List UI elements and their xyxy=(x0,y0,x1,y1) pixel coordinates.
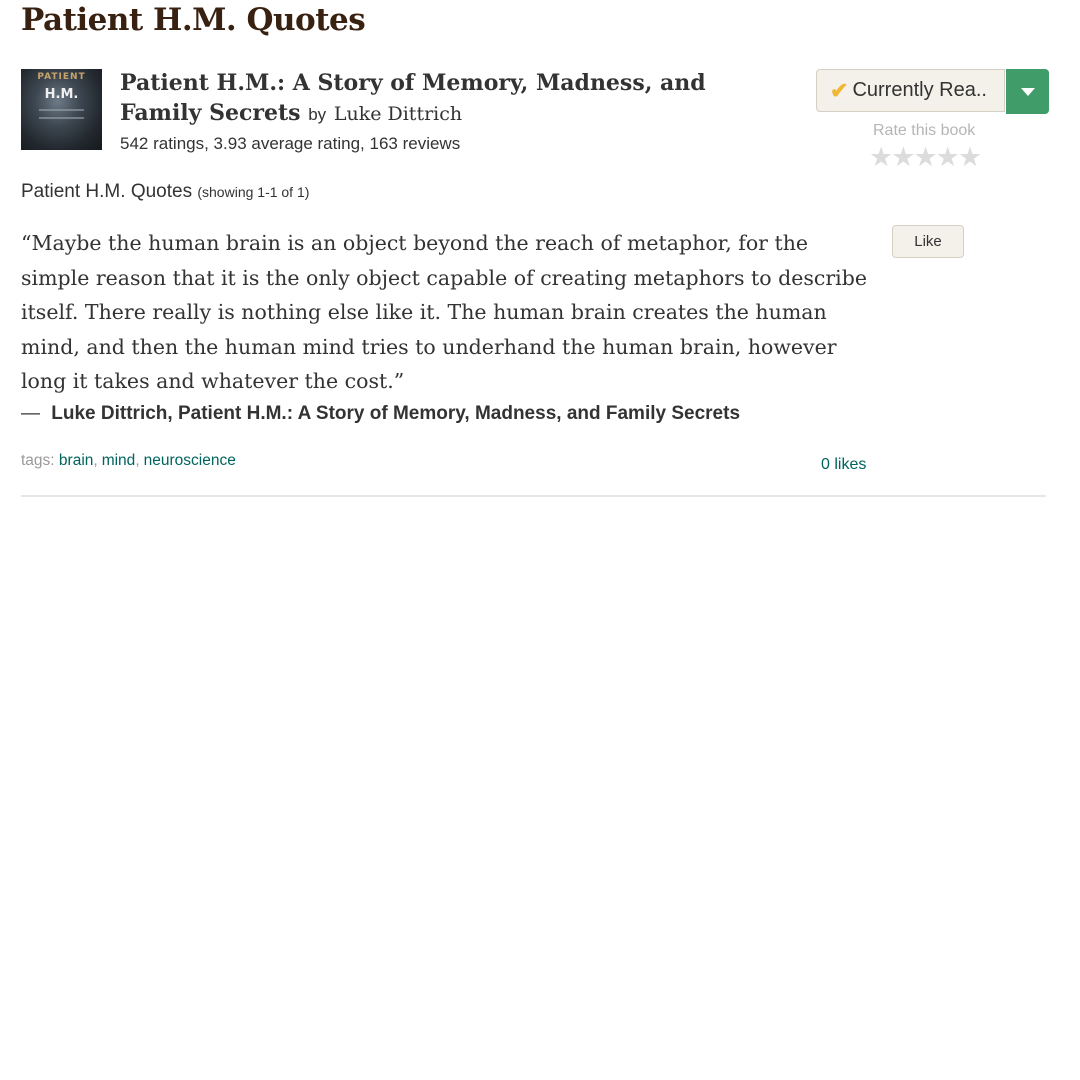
book-stats: 542 ratings, 3.93 average rating, 163 reviews xyxy=(120,134,461,153)
tag-link-mind[interactable]: mind xyxy=(101,452,136,469)
quotes-count: (showing 1-1 of 1) xyxy=(197,184,310,200)
tag-separator: , xyxy=(135,452,140,469)
star-icon[interactable]: ★ xyxy=(935,142,960,173)
attribution-dash: ― xyxy=(21,403,40,424)
quote-attribution xyxy=(21,403,740,425)
tag-link-brain[interactable]: brain xyxy=(58,452,94,469)
tag-separator: , xyxy=(93,452,98,469)
quotes-heading-title: Patient H.M. Quotes xyxy=(21,181,193,202)
book-title-link[interactable]: Patient H.M.: A Story of Memory, Madness, and Family Secrets xyxy=(120,70,706,126)
quote-text: “Maybe the human brain is an object beyond the reach of metaphor, for the simple reason that it is the only object capable of creating metaphors to describe itself. There really is nothing else like it. The human brain creates the human mind, and then the human mind tries to underhand the human brain, however long it takes and whatever the cost.” xyxy=(21,231,867,393)
quote-author-link[interactable]: Luke Dittrich, xyxy=(51,403,173,424)
shelf-status-button[interactable] xyxy=(816,69,1005,112)
book-cover-image[interactable] xyxy=(21,69,102,150)
cover-text-line xyxy=(39,109,84,111)
tags-row xyxy=(21,452,236,470)
star-icon[interactable]: ★ xyxy=(869,142,894,173)
cover-text-line xyxy=(39,117,84,119)
book-title-block xyxy=(120,68,790,130)
rating-stars xyxy=(869,142,983,174)
quotes-heading xyxy=(21,181,309,203)
star-icon[interactable]: ★ xyxy=(891,142,916,173)
tag-link-neuroscience[interactable]: neuroscience xyxy=(143,452,236,469)
tags-label: tags: xyxy=(21,452,55,469)
book-info xyxy=(120,68,790,154)
shelf-widget xyxy=(816,69,1049,114)
quote-source-link[interactable]: Patient H.M.: A Story of Memory, Madness, and Family Secrets xyxy=(177,403,741,424)
quote-divider xyxy=(21,495,1046,497)
shelf-status-label: Currently Rea.. xyxy=(852,79,987,101)
cover-title-line1: PATIENT xyxy=(37,72,86,82)
cover-title-line2: H.M. xyxy=(44,87,79,102)
star-icon[interactable]: ★ xyxy=(913,142,938,173)
shelf-dropdown-button[interactable] xyxy=(1006,69,1049,114)
rate-this-book-label: Rate this book xyxy=(873,122,976,139)
check-icon: ✔ xyxy=(830,77,849,103)
likes-count-link[interactable]: 0 likes xyxy=(821,456,867,473)
author-link[interactable]: Luke Dittrich xyxy=(333,103,463,125)
caret-down-icon xyxy=(1021,88,1035,96)
by-label: by xyxy=(308,105,327,124)
page-title: Patient H.M. Quotes xyxy=(21,2,366,38)
like-button[interactable]: Like xyxy=(892,225,964,258)
star-icon[interactable]: ★ xyxy=(957,142,983,173)
